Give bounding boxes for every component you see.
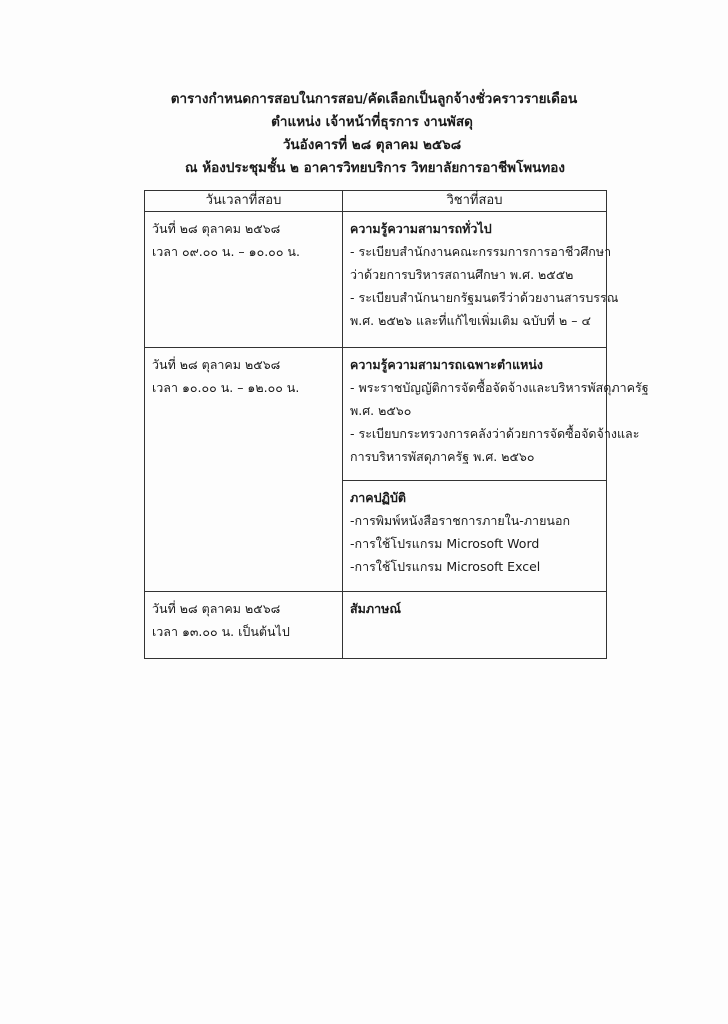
table-row: [145, 348, 607, 481]
subject-item: - พระราชบัญญัติการจัดซื้อจัดจ้างและบริหารพัสดุภาครัฐ: [350, 380, 649, 395]
subject-heading: ความรู้ความสามารถทั่วไป: [350, 221, 492, 236]
subject-heading: สัมภาษณ์: [350, 601, 401, 616]
header-title: ตารางกำหนดการสอบในการสอบ/คัดเลือกเป็นลูกจ้างชั่วคราวรายเดือน: [170, 91, 578, 107]
header-location: ณ ห้องประชุมชั้น ๒ อาคารวิทยบริการ วิทยาลัยการอาชีพโพนทอง: [185, 160, 565, 176]
header-position: ตำแหน่ง เจ้าหน้าที่ธุรการ งานพัสดุ: [271, 114, 473, 130]
column-header-subject: วิชาที่สอบ: [343, 191, 607, 212]
table-row: [145, 592, 607, 659]
exam-time: เวลา ๐๙.๐๐ น. – ๑๐.๐๐ น.: [152, 244, 300, 259]
subject-item: ว่าด้วยการบริหารสถานศึกษา พ.ศ. ๒๕๕๒: [350, 267, 574, 282]
exam-time: เวลา ๑๐.๐๐ น. – ๑๒.๐๐ น.: [152, 380, 300, 395]
document-header: [0, 88, 728, 180]
subject-item: - ระเบียบสำนักงานคณะกรรมการการอาชีวศึกษา: [350, 244, 612, 259]
subject-item: พ.ศ. ๒๕๖๐: [350, 403, 412, 418]
subject-item: การบริหารพัสดุภาครัฐ พ.ศ. ๒๕๖๐: [350, 449, 535, 464]
exam-schedule-table: [144, 190, 649, 659]
table-row: [145, 212, 607, 348]
datetime-cell: [145, 592, 343, 659]
subject-item: -การใช้โปรแกรม Microsoft Word: [350, 536, 540, 551]
table-header-row: [145, 191, 607, 212]
subject-cell: [343, 592, 607, 659]
subject-item: - ระเบียบสำนักนายกรัฐมนตรีว่าด้วยงานสารบรรณ: [350, 290, 619, 305]
subject-item: พ.ศ. ๒๕๒๖ และที่แก้ไขเพิ่มเติม ฉบับที่ ๒ – ๔: [350, 313, 591, 328]
header-date: วันอังคารที่ ๒๘ ตุลาคม ๒๕๖๘: [282, 137, 462, 153]
datetime-cell: [145, 212, 343, 348]
subject-heading: ภาคปฏิบัติ: [350, 490, 406, 505]
subject-heading: ความรู้ความสามารถเฉพาะตำแหน่ง: [350, 357, 544, 372]
datetime-cell: [145, 348, 343, 592]
exam-time: เวลา ๑๓.๐๐ น. เป็นต้นไป: [152, 624, 290, 639]
subject-cell: [343, 212, 619, 348]
exam-date: วันที่ ๒๘ ตุลาคม ๒๕๖๘: [152, 357, 281, 372]
column-header-datetime: วันเวลาที่สอบ: [145, 191, 343, 212]
subject-cell: [343, 348, 649, 481]
subject-item: -การใช้โปรแกรม Microsoft Excel: [350, 559, 541, 574]
exam-date: วันที่ ๒๘ ตุลาคม ๒๕๖๘: [152, 221, 281, 236]
exam-date: วันที่ ๒๘ ตุลาคม ๒๕๖๘: [152, 601, 281, 616]
subject-cell: [343, 481, 607, 592]
subject-item: -การพิมพ์หนังสือราชการภายใน-ภายนอก: [350, 513, 571, 528]
subject-item: - ระเบียบกระทรวงการคลังว่าด้วยการจัดซื้อจัดจ้างและ: [350, 426, 640, 441]
